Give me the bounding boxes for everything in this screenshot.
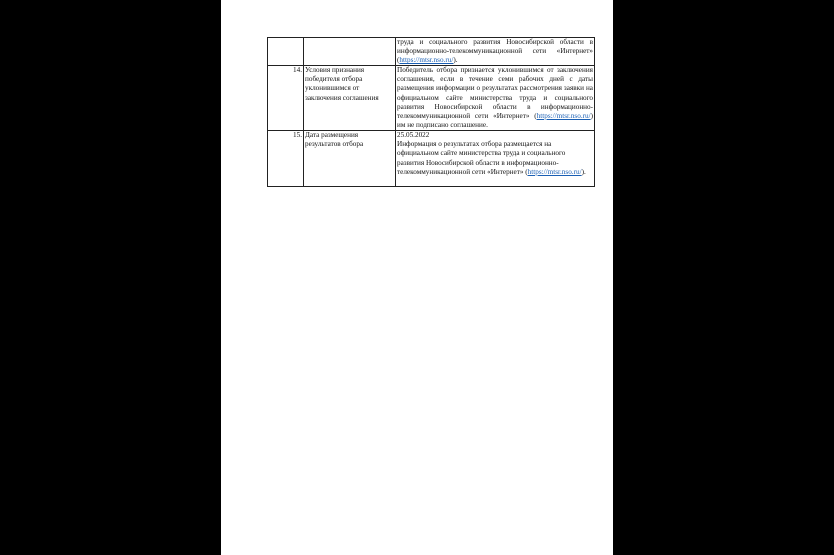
row-value-tail: ). (453, 56, 458, 65)
row-value (396, 131, 595, 187)
row-label (304, 38, 396, 66)
link-open-paren: ( (534, 111, 537, 120)
link-open-paren: ( (525, 167, 528, 176)
row-number (268, 38, 304, 66)
row-value (396, 66, 595, 131)
document-table (267, 37, 595, 187)
row-value-text: Победитель отбора признается уклонившимся от заключения соглашения, если в течение семи рабочих дней с даты размещения информации о результатах рассмотрения заявки на официальном сайте министерства труда и социального развития Новосибирской области в информационно-телекоммуникационной сети «Интернет» (397, 66, 593, 120)
publication-date: 25.05.2022 (397, 131, 430, 140)
website-link[interactable]: https://mtsr.nso.ru/ (536, 111, 591, 120)
row-value-text: Информация о результатах отбора размещается на официальном сайте министерства труда и социального развития Новосибирской области в информационно-телекоммуникационной сети «Интернет» (397, 140, 566, 176)
link-open-paren: ( (397, 56, 400, 65)
website-link[interactable]: https://mtsr.nso.ru/ (399, 56, 454, 65)
website-link[interactable]: https://mtsr.nso.ru/ (527, 167, 582, 176)
row-value-tail: ) им не подписано соглашение. (397, 111, 594, 129)
row-number: 14. (268, 66, 304, 131)
row-value-tail: ). (581, 167, 586, 176)
row-number: 15. (268, 131, 304, 187)
row-value (396, 38, 595, 66)
row-label: Условия признания победителя отбора уклонившимся от заключения соглашения (304, 66, 396, 131)
row-label: Дата размещения результатов отбора (304, 131, 396, 187)
document-page (221, 0, 613, 555)
row-value-text: труда и социального развития Новосибирской области в информационно-телекоммуникационной сети «Интернет» (397, 38, 593, 56)
table-row (268, 38, 595, 66)
table-row (268, 131, 595, 187)
table-row (268, 66, 595, 131)
